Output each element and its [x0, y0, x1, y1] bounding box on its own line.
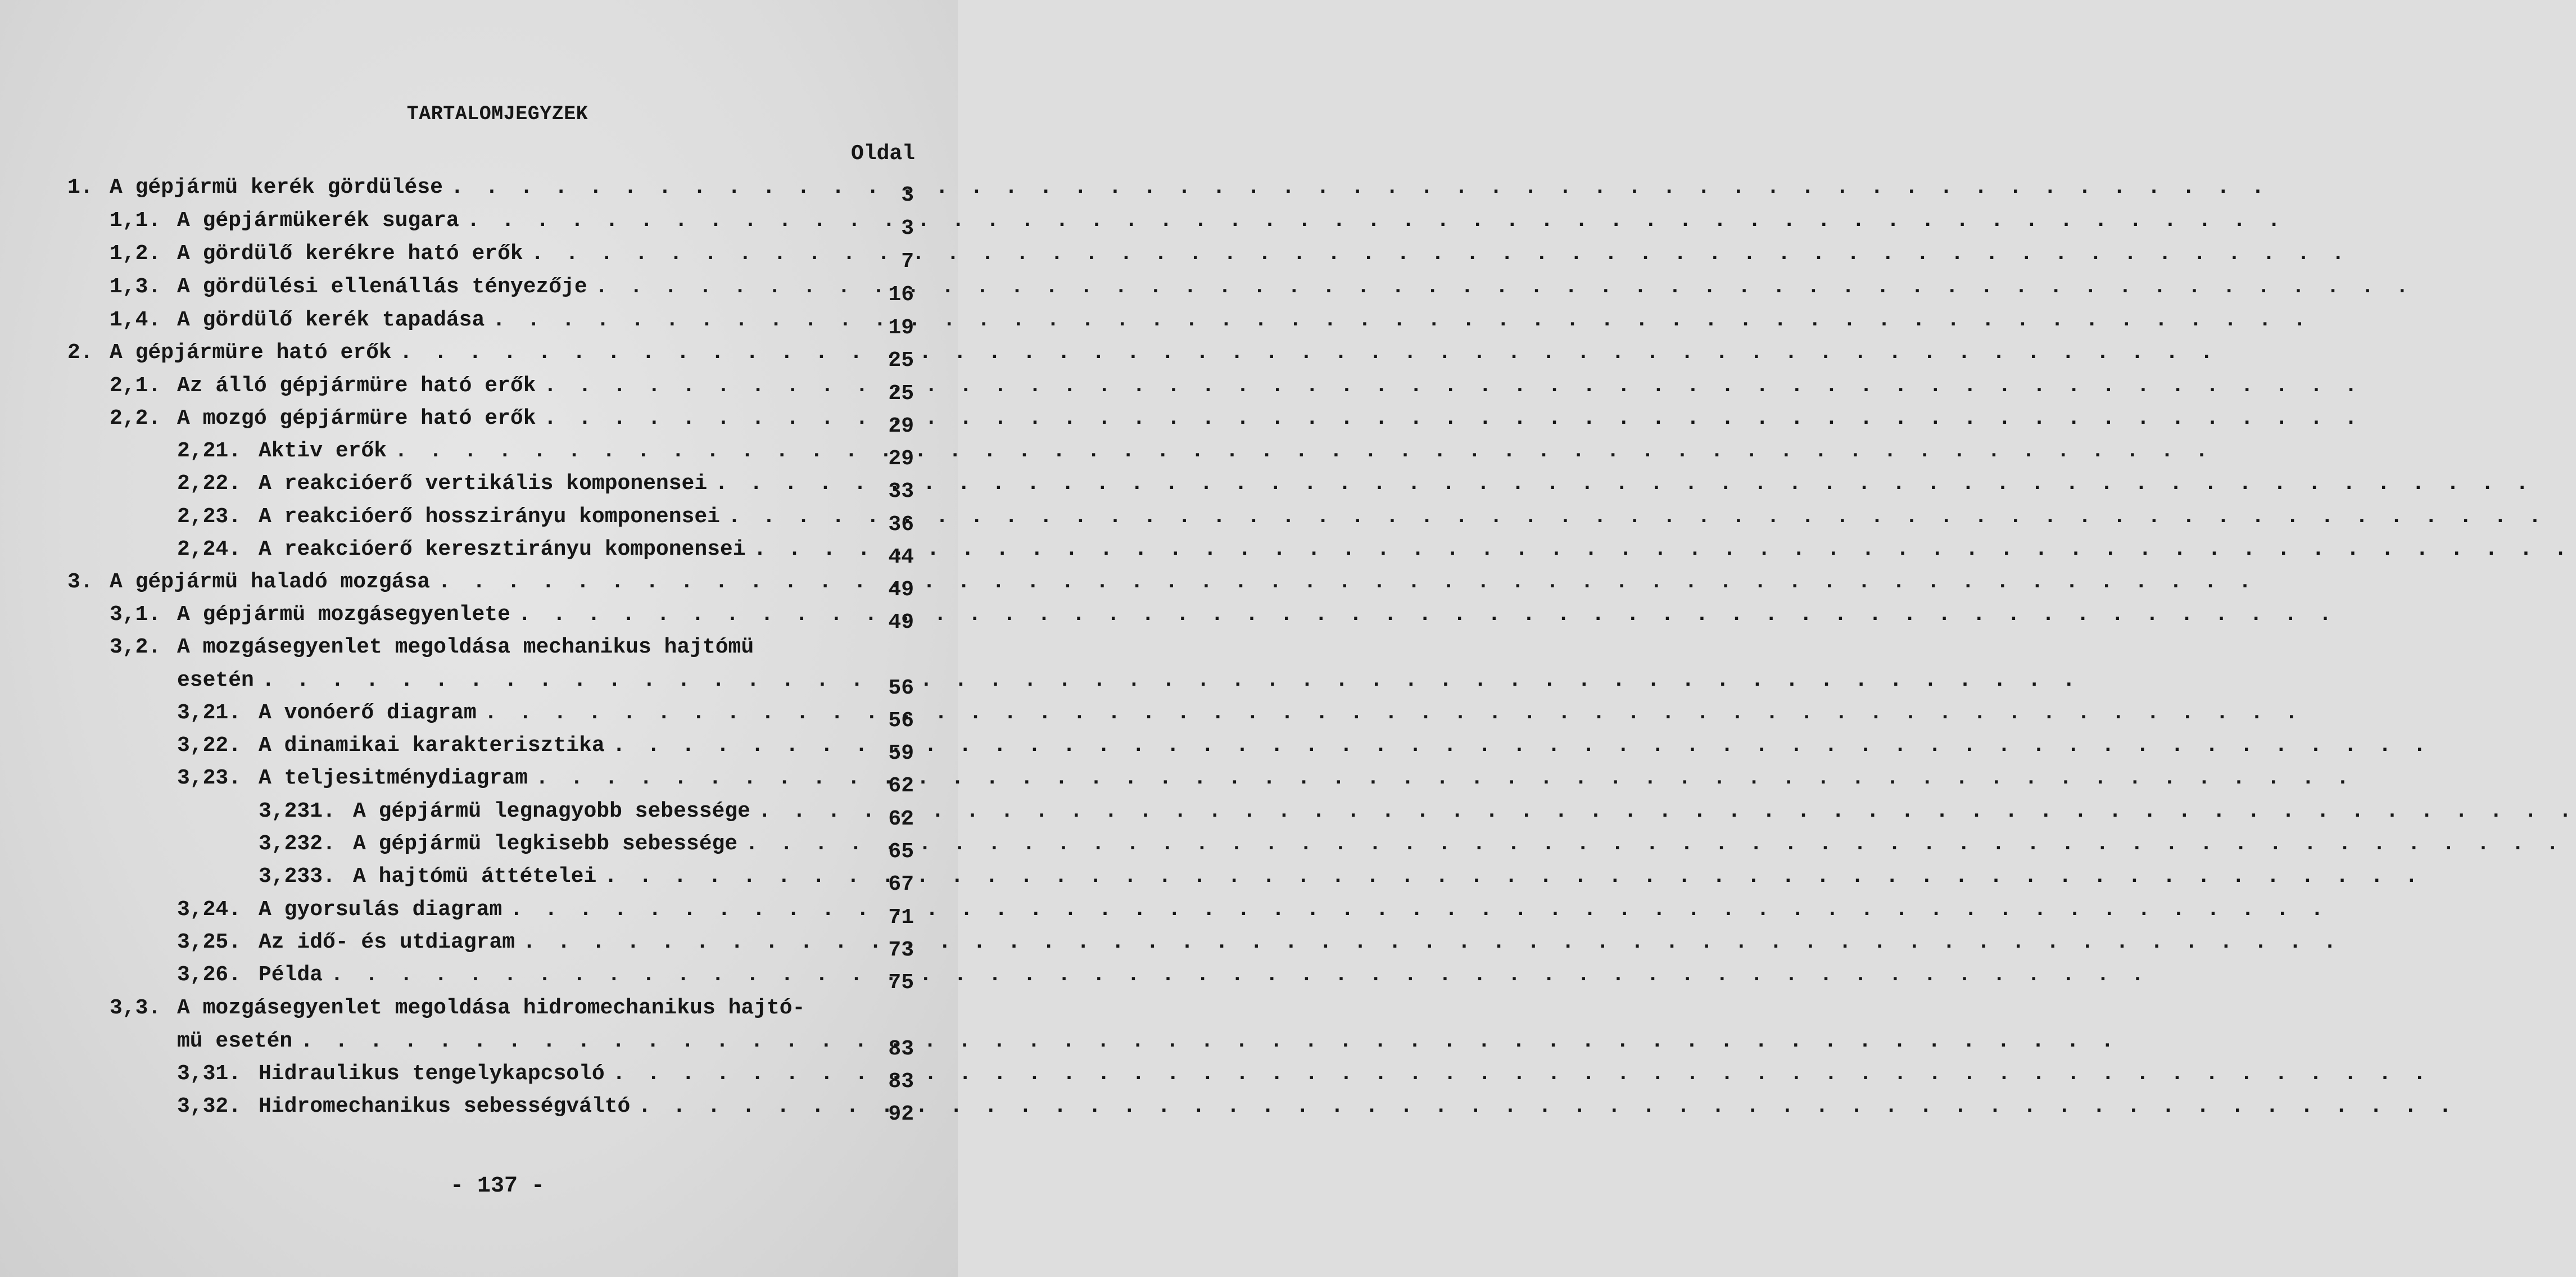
- toc-number: 1,4.: [110, 308, 161, 332]
- toc-page-number: 29: [888, 414, 914, 438]
- page-title: TARTALOMJEGYZEK: [406, 103, 588, 125]
- toc-number: 2,22.: [177, 472, 242, 496]
- toc-title: A reakcióerő vertikális komponensei: [259, 472, 708, 496]
- toc-entry: [177, 1094, 914, 1126]
- toc-entry: [177, 505, 914, 537]
- toc-title: Az idő- és utdiagram: [259, 930, 515, 954]
- toc-number: 3,232.: [259, 832, 336, 856]
- toc-page-number: 71: [888, 905, 914, 930]
- toc-entry: [110, 603, 914, 635]
- toc-entry-continuation: [177, 668, 914, 700]
- toc-number: 2,2.: [110, 406, 161, 431]
- toc-entry: [177, 766, 914, 798]
- toc-number: 2,1.: [110, 374, 161, 398]
- toc-page-number: 83: [888, 1070, 914, 1094]
- toc-number: 3,3.: [110, 996, 161, 1020]
- toc-number: 3,2.: [110, 635, 161, 659]
- toc-title: A mozgó gépjármüre ható erők: [177, 406, 536, 431]
- dot-leader: [518, 603, 854, 627]
- toc-page-number: 56: [888, 676, 914, 700]
- toc-entry: [110, 275, 914, 307]
- toc-number: 3,23.: [177, 766, 242, 790]
- toc-number: 3,24.: [177, 898, 242, 922]
- page-column-header: Oldal: [850, 142, 915, 166]
- dot-leader: [715, 472, 854, 496]
- toc-page-number: 73: [888, 938, 914, 962]
- toc-number: 3,231.: [259, 799, 336, 823]
- toc-page-number: 49: [888, 610, 914, 635]
- dot-leader: [728, 505, 854, 529]
- toc-entry-multiline: [110, 635, 914, 662]
- dot-leader: [451, 175, 854, 200]
- toc-title: A reakcióerő keresztirányu komponensei: [259, 537, 746, 561]
- dot-leader: [745, 832, 854, 856]
- toc-title: A gépjármüre ható erők: [110, 341, 392, 365]
- toc-page-number: 16: [888, 283, 914, 307]
- toc-title: A gépjármü legnagyobb sebessége: [353, 799, 750, 823]
- toc-page-number: 7: [901, 250, 914, 274]
- dot-leader: [613, 1062, 854, 1086]
- dot-leader: [438, 570, 854, 594]
- toc-number: 1.: [67, 175, 93, 200]
- toc-title: A gépjármükerék sugara: [177, 209, 459, 233]
- toc-number: 3,21.: [177, 701, 242, 725]
- document-page: [0, 0, 958, 1277]
- toc-number: 3,31.: [177, 1062, 242, 1086]
- toc-title: A gyorsulás diagram: [259, 898, 502, 922]
- toc-page-number: 67: [888, 872, 914, 896]
- toc-entry: [67, 175, 914, 207]
- toc-number: 2,24.: [177, 537, 242, 561]
- toc-entry: [177, 439, 914, 471]
- toc-title: A gépjármü haladó mozgása: [110, 570, 431, 594]
- toc-title: A teljesitménydiagram: [259, 766, 528, 790]
- dot-leader: [395, 439, 854, 463]
- toc-title-continuation: mü esetén: [177, 1029, 293, 1053]
- toc-entry: [67, 570, 914, 602]
- toc-entry: [177, 963, 914, 995]
- toc-number: 3,22.: [177, 733, 242, 758]
- toc-title: A mozgásegyenlet megoldása hidromechanikus hajtó-: [177, 996, 805, 1020]
- toc-number: 1,1.: [110, 209, 161, 233]
- toc-title: Példa: [259, 963, 323, 987]
- toc-page-number: 92: [888, 1102, 914, 1126]
- dot-leader: [523, 930, 854, 954]
- toc-page-number: 49: [888, 578, 914, 602]
- toc-title: A gördülési ellenállás tényezője: [177, 275, 587, 299]
- toc-entry-continuation: [177, 1029, 914, 1061]
- dot-leader: [544, 374, 854, 398]
- dot-leader: [467, 209, 854, 233]
- toc-page-number: 19: [888, 316, 914, 340]
- toc-title: A reakcióerő hosszirányu komponensei: [259, 505, 720, 529]
- toc-title: A gépjármü kerék gördülése: [110, 175, 443, 200]
- dot-leader: [595, 275, 854, 299]
- toc-page-number: 62: [888, 807, 914, 831]
- toc-entry-multiline: [110, 996, 924, 1023]
- toc-title: A gépjármü mozgásegyenlete: [177, 603, 510, 627]
- toc-title: A gördülő kerék tapadása: [177, 308, 485, 332]
- toc-number: 1,2.: [110, 242, 161, 266]
- toc-title: Az álló gépjármüre ható erők: [177, 374, 536, 398]
- toc-entry: [177, 701, 914, 733]
- toc-title: Aktiv erők: [259, 439, 387, 463]
- dot-leader: [613, 733, 854, 758]
- dot-leader: [531, 242, 854, 266]
- toc-page-number: 3: [901, 216, 914, 241]
- toc-page-number: 36: [888, 513, 914, 537]
- dot-leader: [300, 1029, 854, 1053]
- toc-number: 2,21.: [177, 439, 242, 463]
- dot-leader: [485, 701, 854, 725]
- dot-leader: [510, 898, 854, 922]
- toc-title: A mozgásegyenlet megoldása mechanikus hajtómü: [177, 635, 754, 659]
- toc-page-number: 33: [888, 479, 914, 504]
- toc-entry: [177, 472, 914, 504]
- toc-entry: [177, 898, 914, 930]
- toc-page-number: 25: [888, 382, 914, 406]
- toc-entry: [67, 341, 914, 373]
- toc-title: A hajtómü áttételei: [353, 864, 597, 889]
- toc-entry: [110, 242, 914, 274]
- toc-page-number: 59: [888, 741, 914, 766]
- toc-title: Hidraulikus tengelykapcsoló: [259, 1062, 605, 1086]
- toc-page-number: 65: [888, 840, 914, 864]
- dot-leader: [754, 537, 854, 561]
- toc-entry: [110, 374, 914, 406]
- dot-leader: [536, 766, 854, 790]
- toc-number: 2,23.: [177, 505, 242, 529]
- dot-leader: [400, 341, 854, 365]
- toc-page-number: 25: [888, 348, 914, 373]
- toc-entry: [110, 406, 914, 438]
- toc-title: Hidromechanikus sebességváltó: [259, 1094, 631, 1118]
- toc-number: 3,233.: [259, 864, 336, 889]
- toc-title-continuation: esetén: [177, 668, 254, 692]
- toc-page-number: 83: [888, 1037, 914, 1061]
- toc-number: 3,32.: [177, 1094, 242, 1118]
- dot-leader: [492, 308, 854, 332]
- dot-leader: [758, 799, 854, 823]
- toc-entry: [110, 308, 914, 340]
- toc-page-number: 29: [888, 447, 914, 471]
- toc-title: A vonóerő diagram: [259, 701, 477, 725]
- toc-page-number: 75: [888, 971, 914, 995]
- dot-leader: [544, 406, 854, 431]
- toc-entry: [177, 537, 914, 569]
- toc-entry: [177, 1062, 914, 1094]
- toc-page-number: 44: [888, 545, 914, 569]
- dot-leader: [604, 864, 854, 889]
- toc-number: 3.: [67, 570, 93, 594]
- toc-entry: [110, 209, 914, 241]
- toc-entry: [259, 864, 914, 896]
- page-number-footer: - 137 -: [450, 1174, 545, 1199]
- toc-title: A gördülő kerékre ható erők: [177, 242, 523, 266]
- toc-page-number: 62: [888, 774, 914, 798]
- toc-title: A gépjármü legkisebb sebessége: [353, 832, 738, 856]
- toc-page-number: 56: [888, 709, 914, 733]
- toc-entry: [177, 733, 914, 766]
- toc-number: 3,26.: [177, 963, 242, 987]
- toc-number: 3,25.: [177, 930, 242, 954]
- toc-entry: [259, 799, 914, 831]
- dot-leader: [262, 668, 854, 692]
- toc-number: 2.: [67, 341, 93, 365]
- toc-title: A dinamikai karakterisztika: [259, 733, 605, 758]
- toc-entry: [259, 832, 914, 864]
- toc-entry: [177, 930, 914, 962]
- dot-leader: [638, 1094, 854, 1118]
- dot-leader: [331, 963, 854, 987]
- toc-number: 3,1.: [110, 603, 161, 627]
- toc-page-number: 3: [901, 183, 914, 207]
- toc-number: 1,3.: [110, 275, 161, 299]
